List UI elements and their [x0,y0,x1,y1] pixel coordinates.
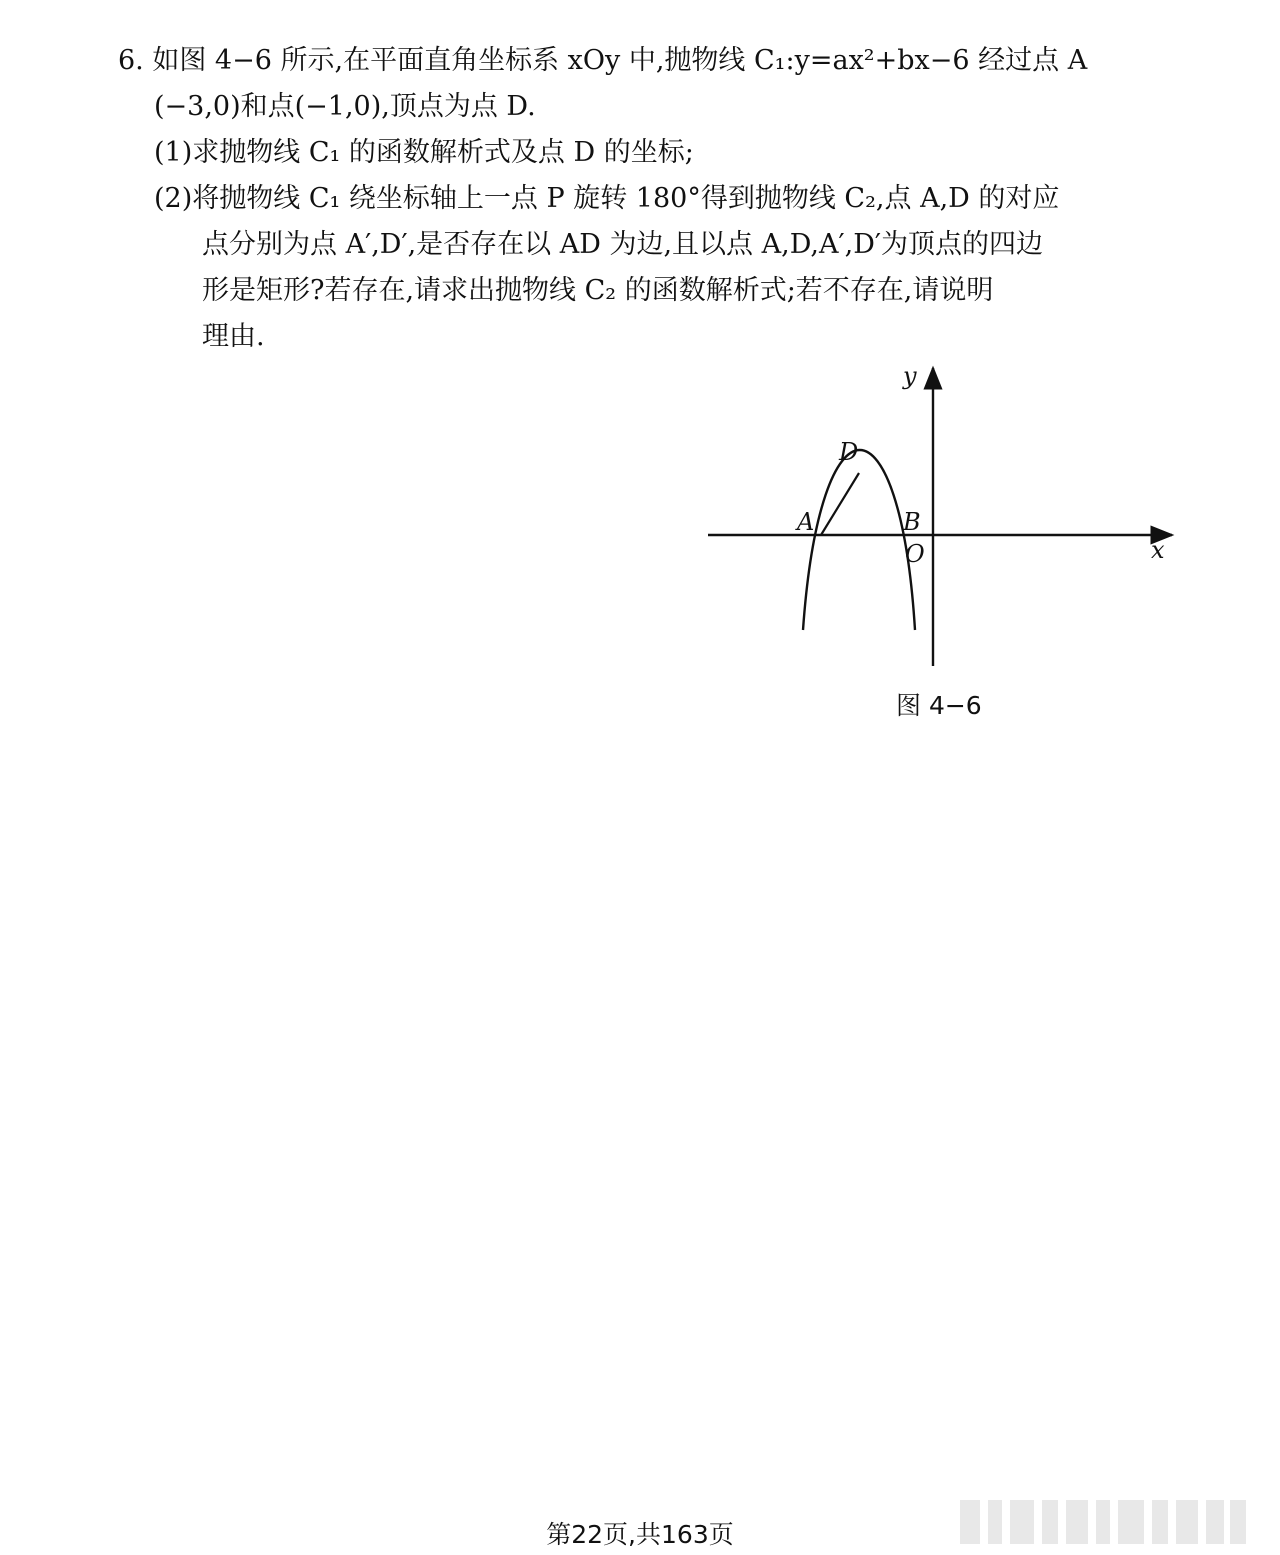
question-2-line-3: 形是矩形?若存在,请求出抛物线 C₂ 的函数解析式;若不存在,请说明 [202,275,994,306]
problem-statement-line-1: 6. 如图 4−6 所示,在平面直角坐标系 xOy 中,抛物线 C₁:y=ax²+bx−6 经过点 A [118,45,1088,76]
point-a-label: A [797,508,815,536]
question-2-line-1: (2)将抛物线 C₁ 绕坐标轴上一点 P 旋转 180°得到抛物线 C₂,点 A,D 的对应 [154,183,1060,214]
question-1: (1)求抛物线 C₁ 的函数解析式及点 D 的坐标; [154,137,694,168]
problem-text [118,38,1178,360]
figure-svg [700,360,1180,680]
x-axis-label: x [1151,536,1165,564]
figure-caption: 图 4−6 [896,691,982,720]
problem-statement-line-2: (−3,0)和点(−1,0),顶点为点 D. [154,91,536,122]
origin-label: O [905,540,925,568]
parabola-figure [700,360,1180,680]
y-axis-label: y [903,362,917,390]
point-b-label: B [903,508,921,536]
point-d-label: D [839,438,859,466]
question-2-line-4: 理由. [202,321,265,352]
question-2-line-2: 点分别为点 A′,D′,是否存在以 AD 为边,且以点 A,D,A′,D′为顶点的四边 [202,229,1043,260]
parabola-c1-curve [803,450,915,630]
segment-ad [821,473,859,535]
page-footer: 第22页,共163页 [546,1520,734,1549]
